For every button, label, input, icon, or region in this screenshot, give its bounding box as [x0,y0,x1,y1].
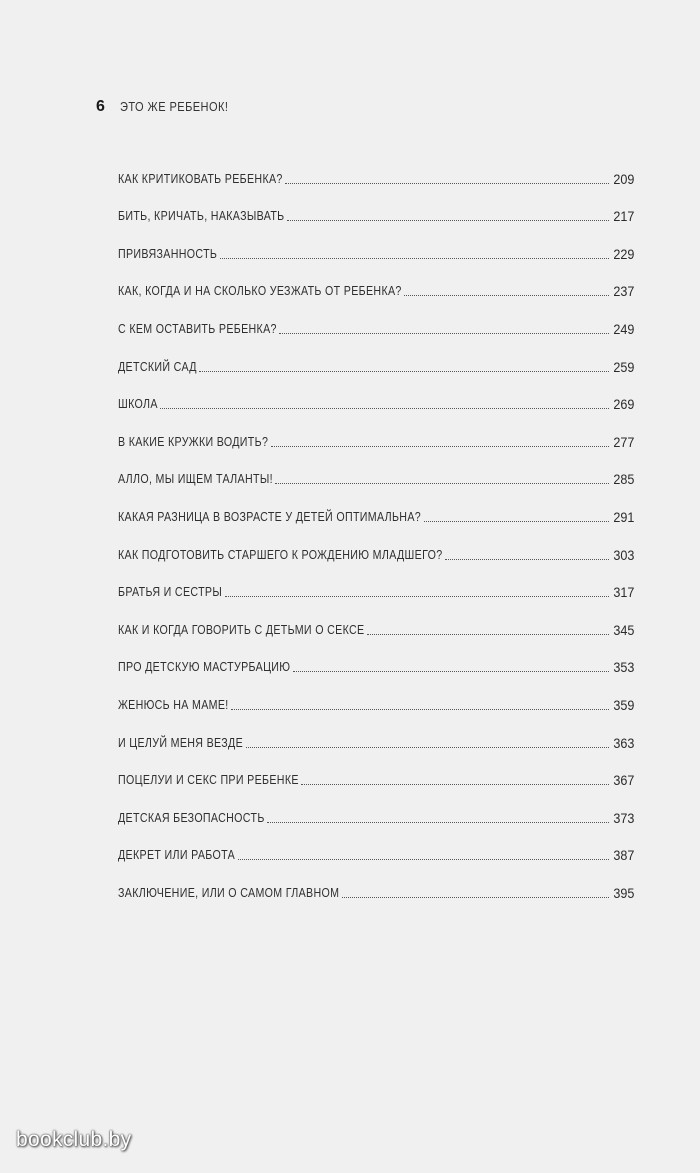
toc-entry-title-wrap [118,507,422,527]
toc-leader-dots [287,220,609,221]
table-of-contents [118,151,634,903]
toc-leader-dots [238,859,609,860]
toc-entry-page: 359 [612,696,634,713]
toc-entry-page: 259 [612,358,634,375]
toc-entry-title: ПРО ДЕТСКУЮ МАСТУРБАЦИЮ [118,659,291,675]
toc-entry-page: 249 [612,320,634,337]
toc-entry-page: 363 [612,734,634,751]
toc-entry-title-wrap [118,545,443,565]
toc-leader-dots [367,634,609,635]
toc-entry [118,527,634,565]
watermark: bookclub.by [16,1128,132,1151]
toc-entry-title-wrap [118,281,402,301]
toc-entry-page: 285 [612,471,634,488]
toc-entry [118,565,634,603]
toc-entry-title: ДЕТСКИЙ САД [118,358,197,374]
toc-entry [118,753,634,791]
toc-entry-title-wrap [118,620,365,640]
toc-entry-page: 291 [612,508,634,525]
toc-entry-page: 317 [612,584,634,601]
toc-entry [118,602,634,640]
toc-entry-page: 269 [612,396,634,413]
toc-entry-title: КАКАЯ РАЗНИЦА В ВОЗРАСТЕ У ДЕТЕЙ ОПТИМАЛЬНА? [118,508,422,524]
toc-entry-title-wrap [118,808,265,828]
toc-entry-page: 209 [612,170,634,187]
toc-entry-title: КАК, КОГДА И НА СКОЛЬКО УЕЗЖАТЬ ОТ РЕБЕНКА? [118,283,402,299]
toc-entry-title: В КАКИЕ КРУЖКИ ВОДИТЬ? [118,433,269,449]
toc-entry-title: БИТЬ, КРИЧАТЬ, НАКАЗЫВАТЬ [118,208,285,224]
toc-entry [118,151,634,189]
toc-entry-title-wrap [118,206,285,226]
toc-entry-title: КАК ПОДГОТОВИТЬ СТАРШЕГО К РОЖДЕНИЮ МЛАДШЕГО? [118,546,443,562]
toc-entry-title-wrap [118,319,277,339]
toc-entry [118,715,634,753]
toc-entry-title: АЛЛО, МЫ ИЩЕМ ТАЛАНТЫ! [118,471,273,487]
toc-leader-dots [225,596,609,597]
toc-leader-dots [279,333,609,334]
toc-entry-page: 217 [612,208,634,225]
toc-leader-dots [231,709,609,710]
toc-entry-title: ПОЦЕЛУИ И СЕКС ПРИ РЕБЕНКЕ [118,772,299,788]
running-title: ЭТО ЖЕ РЕБЕНОК! [120,99,229,114]
toc-entry-title-wrap [118,657,291,677]
toc-entry-title: ШКОЛА [118,396,158,412]
toc-leader-dots [220,258,609,259]
toc-entry [118,301,634,339]
toc-entry-title: ЗАКЛЮЧЕНИЕ, ИЛИ О САМОМ ГЛАВНОМ [118,884,340,900]
toc-leader-dots [246,747,609,748]
toc-entry [118,828,634,866]
toc-entry [118,226,634,264]
toc-entry-title: КАК И КОГДА ГОВОРИТЬ С ДЕТЬМИ О СЕКСЕ [118,621,365,637]
toc-entry [118,377,634,415]
toc-entry [118,677,634,715]
toc-entry [118,339,634,377]
toc-entry-title: ДЕКРЕТ ИЛИ РАБОТА [118,847,236,863]
toc-leader-dots [445,559,609,560]
page-number: 6 [96,98,105,115]
toc-entry-title-wrap [118,695,229,715]
toc-entry-title-wrap [118,357,197,377]
toc-entry-title: БРАТЬЯ И СЕСТРЫ [118,584,223,600]
toc-leader-dots [424,521,609,522]
toc-leader-dots [271,446,609,447]
toc-leader-dots [342,897,609,898]
toc-entry-title: КАК КРИТИКОВАТЬ РЕБЕНКА? [118,170,283,186]
toc-leader-dots [285,183,609,184]
toc-entry [118,489,634,527]
toc-entry-title-wrap [118,432,269,452]
toc-entry-page: 277 [612,433,634,450]
toc-entry [118,640,634,678]
toc-entry-title: ДЕТСКАЯ БЕЗОПАСНОСТЬ [118,809,265,825]
page-header [96,98,247,116]
toc-entry-page: 229 [612,245,634,262]
toc-entry-title: ЖЕНЮСЬ НА МАМЕ! [118,696,229,712]
toc-entry [118,414,634,452]
toc-entry-page: 367 [612,772,634,789]
toc-leader-dots [301,784,609,785]
toc-entry-page: 353 [612,659,634,676]
toc-entry-page: 373 [612,809,634,826]
toc-leader-dots [199,371,609,372]
toc-entry [118,865,634,903]
toc-leader-dots [293,671,609,672]
toc-entry-title-wrap [118,582,223,602]
toc-entry-title-wrap [118,733,244,753]
toc-entry [118,790,634,828]
toc-entry [118,452,634,490]
toc-entry-page: 345 [612,621,634,638]
toc-entry [118,189,634,227]
toc-leader-dots [404,295,609,296]
toc-entry-title: И ЦЕЛУЙ МЕНЯ ВЕЗДЕ [118,734,244,750]
toc-entry-title-wrap [118,169,283,189]
toc-entry-page: 303 [612,546,634,563]
toc-entry-page: 395 [612,884,634,901]
toc-entry-page: 387 [612,847,634,864]
toc-leader-dots [267,822,609,823]
toc-entry [118,264,634,302]
toc-entry-title-wrap [118,770,299,790]
toc-entry-title-wrap [118,845,236,865]
toc-entry-page: 237 [612,283,634,300]
toc-leader-dots [160,408,609,409]
toc-leader-dots [275,483,609,484]
toc-entry-title-wrap [118,469,273,489]
toc-entry-title-wrap [118,244,218,264]
toc-entry-title-wrap [118,394,158,414]
toc-entry-title: ПРИВЯЗАННОСТЬ [118,245,218,261]
toc-entry-title: С КЕМ ОСТАВИТЬ РЕБЕНКА? [118,320,277,336]
toc-entry-title-wrap [118,883,340,903]
